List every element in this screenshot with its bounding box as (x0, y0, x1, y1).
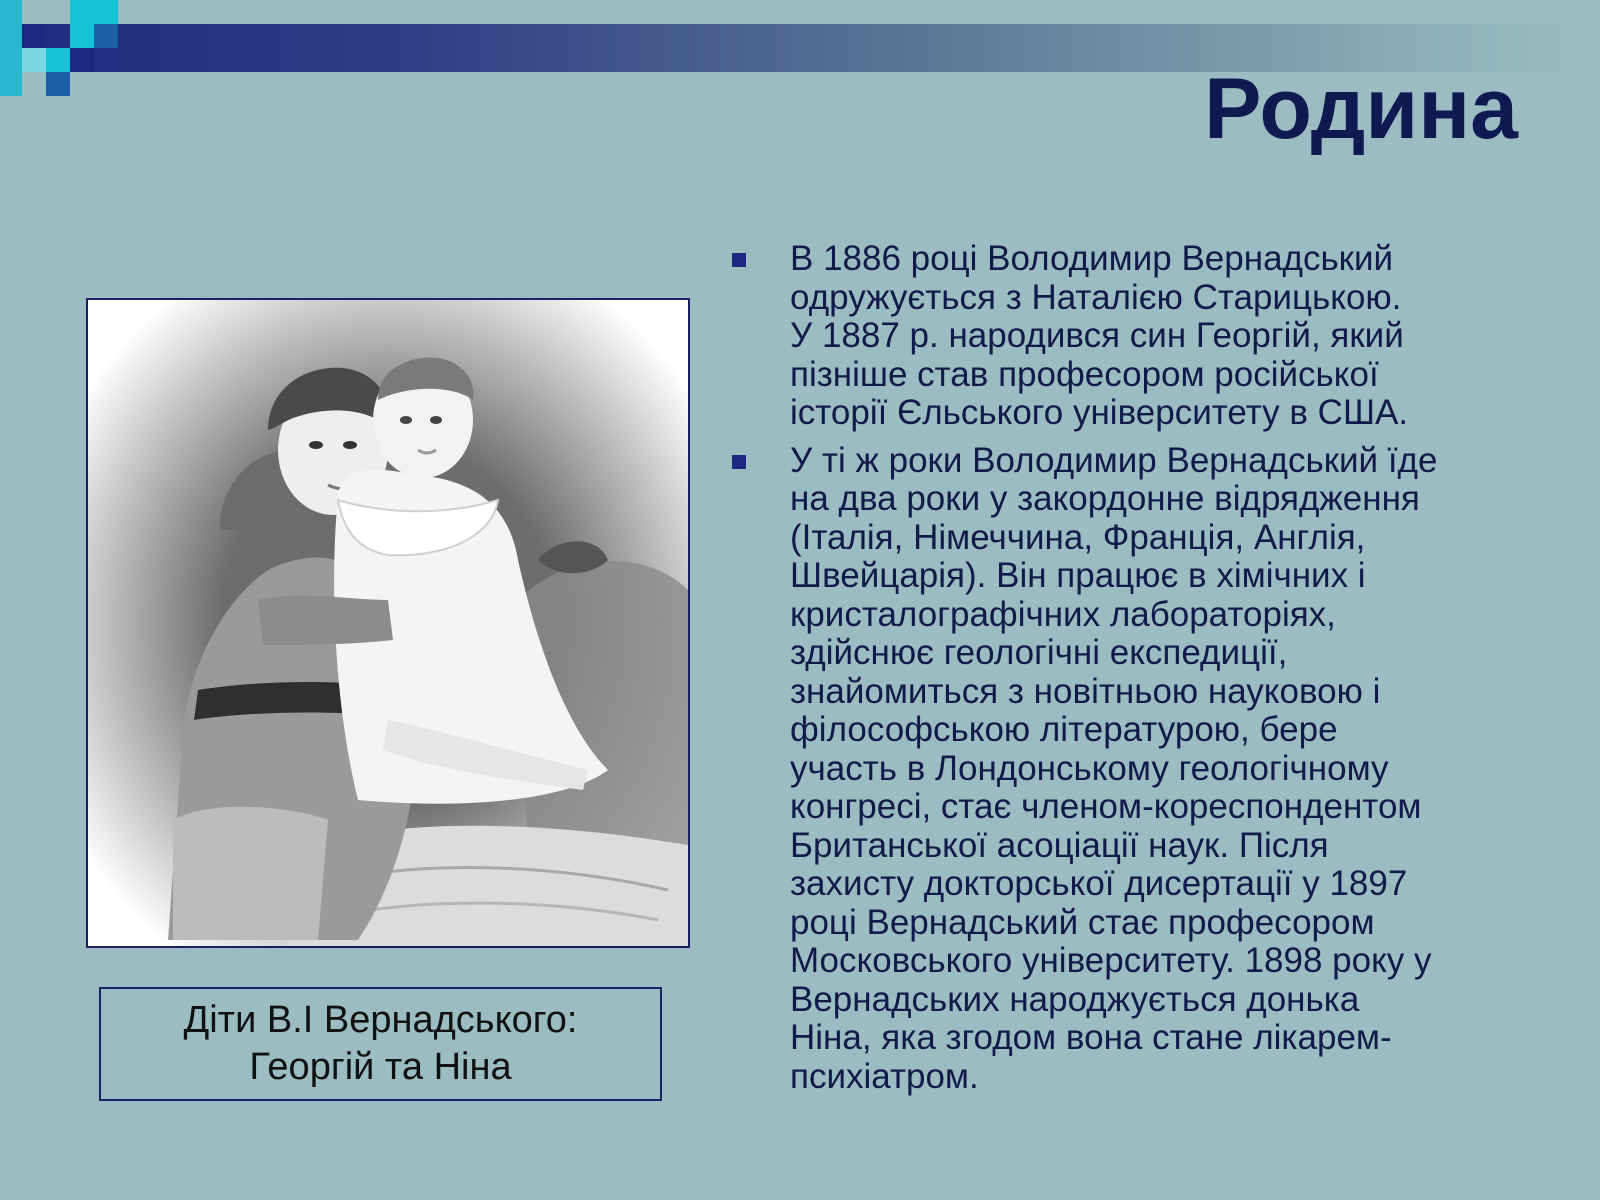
children-photo-illustration (88, 300, 688, 946)
caption-line-1: Діти В.І Вернадського: (183, 998, 578, 1041)
bullet-line: кристалографічних лабораторіях, (790, 594, 1336, 634)
bullet-line: пізніше став професором російської (790, 354, 1379, 394)
bullet-line: (Італія, Німеччина, Франція, Англія, (790, 517, 1366, 557)
bullet-line: одружується з Наталією Старицькою. (790, 277, 1402, 317)
bullet-line: психіатром. (790, 1056, 979, 1096)
bullet-line: Московського університету. 1898 року у (790, 941, 1432, 980)
bullet-line: Швейцарія). Він працює в хімічних і (790, 556, 1366, 595)
bullet-line: на два роки у закордонне відрядження (790, 479, 1420, 518)
bullet-line: конгресі, стає членом-кореспондентом (790, 787, 1422, 826)
slide-title: Родина (1204, 61, 1518, 157)
bullet-line: році Вернадський стає професором (790, 902, 1375, 942)
bullet-line: захисту докторської дисертації у 1897 (790, 864, 1408, 903)
bullet-text (790, 240, 1538, 433)
bullet-line: філософською літературою, бере (790, 710, 1338, 749)
bullet-list (728, 240, 1538, 1105)
square-bullet-icon (732, 455, 746, 469)
bullet-line: У ті ж роки Володимир Вернадський їде (790, 440, 1438, 480)
caption-line-2: Георгій та Ніна (249, 1046, 512, 1088)
square-bullet-icon (732, 253, 746, 267)
bullet-line: Вернадських народжується донька (790, 979, 1360, 1019)
children-photo (86, 298, 690, 948)
bullet-line: Ніна, яка згодом вона стане лікарем- (790, 1018, 1392, 1057)
bullet-text (790, 442, 1538, 1097)
bullet-line: історії Єльського університету в США. (790, 393, 1409, 432)
bullet-line: участь в Лондонському геологічному (790, 748, 1389, 788)
bullet-item-marriage (728, 240, 1538, 433)
bullet-line: здійснює геологічні експедиції, (790, 633, 1288, 672)
bullet-item-abroad (728, 442, 1538, 1097)
bullet-line: знайомиться з новітньою науковою і (790, 671, 1381, 711)
bullet-line: В 1886 році Володимир Вернадський (790, 239, 1394, 278)
bullet-line: Британської асоціації наук. Після (790, 825, 1329, 865)
bullet-line: У 1887 р. народився син Георгій, який (790, 316, 1404, 355)
photo-caption (99, 987, 662, 1101)
